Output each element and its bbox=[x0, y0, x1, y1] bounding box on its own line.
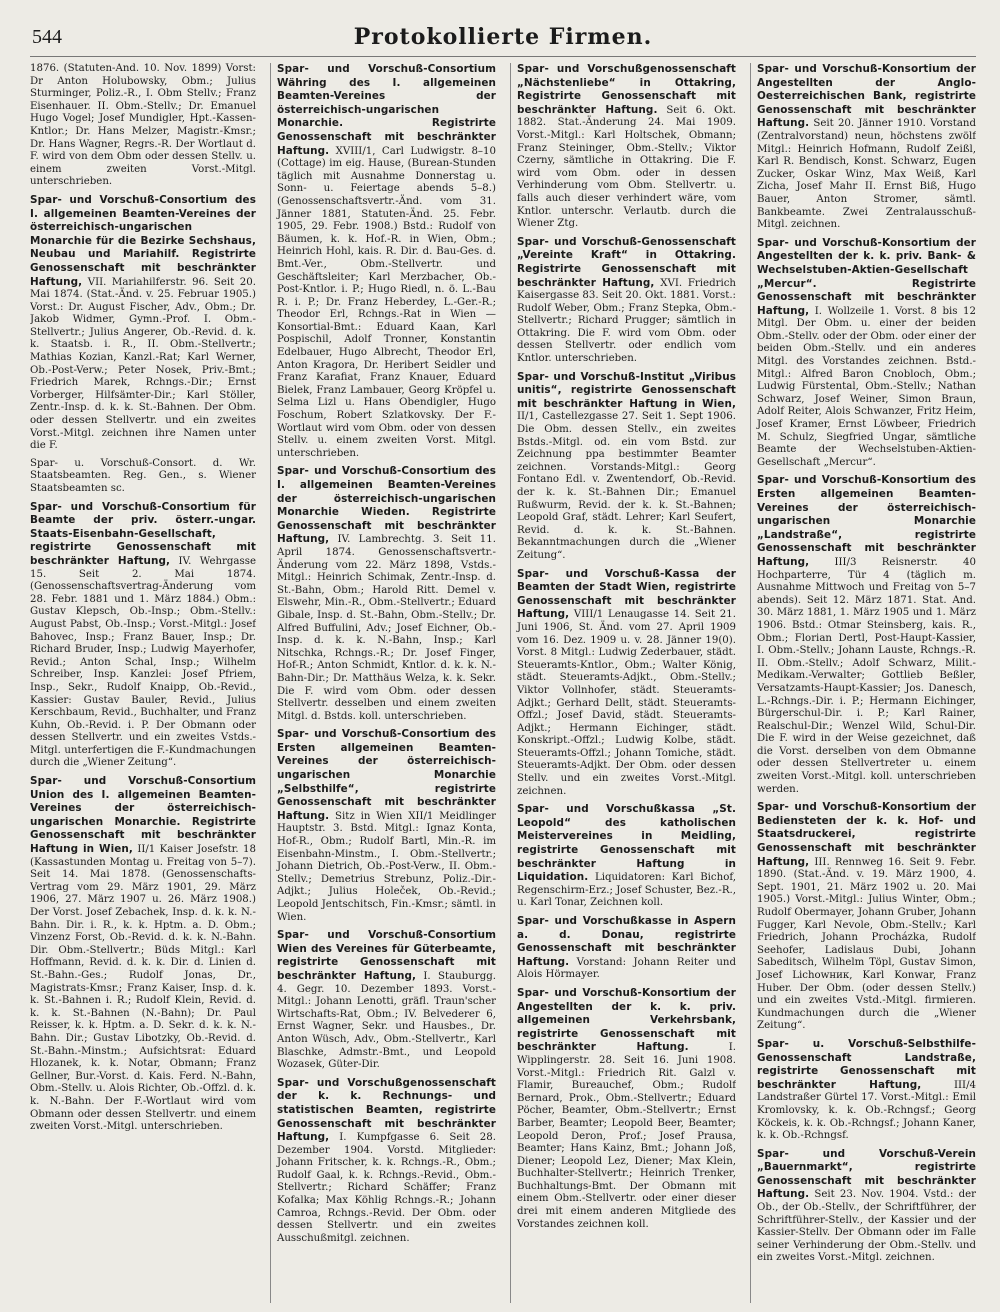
continued-entry-text: 1876. (Statuten-Änd. 10. Nov. 1899) Vorst: Dr Anton Holubowsky, Obm.; Julius Sturminger, Poliz.-R., I. Obm Stellv.; Franz Eisenhauer. II. Obm.-Stellv.; Dr. Emanuel Hugo Vogel; Josef Mundigler, Hpt.-Kassen-Kntlor.; Dr. Hans Melzer, Magistr.-Kmsr.; Dr. Hans Wagner, Regrs.-R. Der Wortlaut d. F. wird von dem Obm oder dessen Stellv. u. einem zweiten Vorst.-Mitgl. unterschrieben. bbox=[30, 63, 256, 188]
firm-entry bbox=[757, 63, 976, 232]
column-3 bbox=[510, 63, 736, 1303]
firm-name: Spar- und Vorschußgenossenschaft der k. k. Rechnungs- und statistischen Beamten, registrirte Genossenschaft mit beschränkter Haftung, bbox=[277, 1076, 496, 1144]
firm-details: IV. Lambrechtg. 3. Seit 11. April 1874. Genossenschaftsvertr.-Änderung vom 22. März 1898, Vstds.-Mitgl.: Heinrich Schimak, Zentr.-Insp. d. St.-Bahn, Obm.; Harold Ritt. Demel v. Elswehr, Min.-R., Obm.-Stellvertr.; Eduard Gibale, Insp. d. St.-Bahn, Obm.-Stellv.; Dr. Alfred Buffulini, Adv.; Josef Eichner, Ob.-Insp. d. k. k. N.-Bahn, Insp.; Karl Nitschka, Rchngs.-R.; Dr. Josef Finger, Hof-R.; Anton Schmidt, Kntlor. d. k. k. N.-Bahn-Dir.; Dr. Matthäus Welza, k. k. Sekr. Die F. wird vom Obm. oder dessen Stellvertr. desselben und einem zweiten Mitgl. d. Bstds. koll. unterschrieben. bbox=[277, 534, 496, 722]
firm-name: Spar- und Vorschußkassa „St. Leopold“ des katholischen Meistervereines in Meidling, registrirte Genossenschaft mit beschränkter Haftung in Liquidation. bbox=[517, 803, 736, 884]
running-title: Protokollierte Firmen. bbox=[353, 24, 653, 50]
firm-entry bbox=[517, 987, 736, 1231]
text-columns bbox=[30, 63, 976, 1303]
firm-entry bbox=[277, 63, 496, 460]
firm-name: Spar- und Vorschuß-Consortium Währing des I. allgemeinen Beamten-Vereines der österreichisch-ungarischen Monarchie. Registrirte Genossenschaft mit beschränkter Haftung. bbox=[277, 63, 496, 157]
firm-name: Spar- und Vorschuß-Verein „Bauernmarkt“, registrirte Genossenschaft mit beschränkter Haftung. bbox=[757, 1147, 976, 1201]
firm-entry bbox=[30, 194, 256, 453]
firm-details: II/1, Castellezgasse 27. Seit 1. Sept 1906. Die Obm. dessen Stellv., ein zweites Bstds.-Mitgl. od. ein vom Bstd. zur Zeichnung ppa bestimmter Beamter zeichnen. Vorstands-Mitgl.: Georg Fontano Edl. v. Zwentendorf, Ob.-Revid. der k. k. St.-Bahnen Dir.; Emanuel Rußwurm, Revid. der k. k. St.-Bahnen; Leopold Graf, städt. Lehrer; Karl Seufert, Revid. d. k. k. St.-Bahnen. Bekanntmachungen durch die „Wiener Zeitung“. bbox=[517, 411, 736, 561]
firm-details: Seit 23. Nov. 1904. Vstd.: der Ob., der Ob.-Stellv., der Schriftführer, der Schriftführer-Stellv., der Kassier und der Kassier-Stellv. Der Obmann oder im Falle seiner Verhinderung der Obm.-Stellv. und ein zweites Vorst.-Mitgl. zeichnen. bbox=[757, 1189, 976, 1264]
firm-details: I. Wipplingerstr. 28. Seit 16. Juni 1908. Vorst.-Mitgl.: Friedrich Rit. Galzl v. Flamir, Bureauchef, Obm.; Rudolf Bernard, Prok., Obm.-Stellvertr.; Eduard Pöcher, Beamter, Obm.-Stellvertr.; Ernst Barber, Beamter; Leopold Beer, Beamter; Leopold Deron, Prof.; Josef Prausa, Beamter; Hans Kainz, Bmt.; Johann Joß, Diener; Leopold Lez, Diener; Max Klein, Buchhalter-Stellvertr.; Heinrich Trenker, Buchhaltungs-Bmt. Der Obmann mit einem Obm.-Stellvertr. oder einer dieser drei mit einem anderen Mitgliede des Vorstandes zeichnen koll. bbox=[517, 1042, 736, 1230]
firm-entry bbox=[757, 1148, 976, 1265]
firm-entry bbox=[30, 775, 256, 1134]
page-header bbox=[30, 22, 976, 57]
firm-name: Spar- u. Vorschuß-Selbsthilfe-Genossenschaft Landstraße, registrirte Genossenschaft mit beschränkter Haftung, bbox=[757, 1037, 976, 1091]
firm-entry bbox=[30, 458, 256, 496]
firm-name: Spar- und Vorschuß-Konsortium des Ersten allgemeinen Beamten-Vereines der österreichisch-ungarischen Monarchie „Landstraße“, registrirte Genossenschaft mit beschränkter Haftung, bbox=[757, 474, 976, 568]
firm-name: Spar- und Vorschuß-Konsortium der Angestellten der k. k. priv. allgemeinen Verkehrsbank, registrirte Genossenschaft mit beschränkter Haftung. bbox=[517, 986, 736, 1054]
firm-name: Spar- und Vorschuß-Konsortium der Angestellten der Anglo-Oesterreichischen Bank, registrirte Genossenschaft mit beschränkter Haftung. bbox=[757, 63, 976, 130]
firm-details: I. Wollzeile 1. Vorst. 8 bis 12 Mitgl. Der Obm. u. einer der beiden Obm.-Stellv. oder der Obm. oder einer der beiden Obm.-Stellv. und ein anderes Mitgl. des Vorstandes zeichnen. Bstd.-Mitgl.: Alfred Baron Cnobloch, Obm.; Ludwig Fürstental, Obm.-Stellv.; Nathan Schwarz, Josef Weiner, Simon Braun, Adolf Reiter, Alois Schwanzer, Fritz Heim, Josef Kramer, Ernst Löwbeer, Friedrich M. Schulz, Siegfried Ungar, sämtliche Beamte der Wechselstuben-Aktien-Gesellschaft „Mercur“. bbox=[757, 305, 976, 468]
firm-details: III/4 Landstraßer Gürtel 17. Vorst.-Mitgl.: Emil Kromlovsky, k. k. Ob.-Rchngsf.; Georg Köckeis, k. k. Ob.-Rchngsf.; Johann Kaner, k. k. Ob.-Rchngsf. bbox=[757, 1079, 976, 1142]
firm-entry bbox=[517, 371, 736, 563]
firm-entry bbox=[757, 237, 976, 470]
firm-details: IV. Wehrgasse 15. Seit 2. Mai 1874. (Genossenschaftsvertrag-Änderung vom 28. Febr. 1881 und 1. März 1884.) Obm.: Gustav Klepsch, Ob.-Insp.; Obm.-Stellv.: August Pabst, Ob.-Insp.; Vorst.-Mitgl.: Josef Bahovec, Insp.; Franz Bauer, Insp.; Dr. Richard Bruder, Insp.; Ludwig Mayerhofer, Revid.; Anton Schal, Insp.; Wilhelm Schreiber, Insp. Kanzlei: Josef Pfriem, Insp., Sekr., Rudolf Knaipp, Ob.-Revid., Kassier: Gustav Bauler, Revid., Julius Kerschbaum, Revid., Buchhalter, und Franz Kuhn, Ob.-Revid. i. P. Der Obmann oder dessen Stellvertr. und ein zweites Vstds.-Mitgl. unterfertigen die F.-Kundmachungen durch die „Wiener Zeitung“. bbox=[30, 555, 256, 769]
firm-entry bbox=[517, 915, 736, 982]
firm-entry bbox=[517, 803, 736, 910]
firm-entry bbox=[517, 568, 736, 799]
column-4 bbox=[750, 63, 976, 1303]
firm-name: Spar- und Vorschuß-Consortium für Beamte der priv. österr.-ungar. Staats-Eisenbahn-Gesellschaft, registrirte Genossenschaft mit beschränkter Haftung, bbox=[30, 500, 256, 567]
firm-name: Spar- und Vorschußkasse in Aspern a. d. Donau, registrirte Genossenschaft mit beschränkter Haftung. bbox=[517, 915, 736, 968]
firm-name: Spar- und Vorschuß-Consortium Union des I. allgemeinen Beamten-Vereines der österreichisch-ungarischen Monarchie. Registrirte Genossenschaft mit beschränkter Haftung in Wien, bbox=[30, 775, 256, 856]
firm-entry bbox=[757, 474, 976, 796]
firm-details: Sitz in Wien XII/1 Meidlinger Hauptstr. 3. Bstd. Mitgl.: Ignaz Konta, Hof-R., Obm.; Rudolf Bartl, Min.-R. im Eisenbahn-Minstm., I. Obm.-Stellvertr.; Johann Dietrich, Ob.-Post-Verw., II. Obm.-Stellv.; Demetrius Strebunz, Poliz.-Dir.-Adjkt.; Julius Holeček, Ob.-Revid.; Leopold Jentschitsch, Fin.-Kmsr.; sämtl. in Wien. bbox=[277, 810, 496, 923]
firm-name: Spar- und Vorschuß-Kassa der Beamten der Stadt Wien, registrirte Genossenschaft mit beschränkter Haftung, bbox=[517, 567, 736, 621]
firm-details: VIII/1 Lenaugasse 14. Seit 21. Juni 1906, St. Änd. vom 27. April 1909 vom 16. Dez. 1909 u. v. 28. Jänner 19(0). Vorst. 8 Mitgl.: Ludwig Zederbauer, städt. Steueramts-Kntlor., Obm.; Walter König, städt. Steueramts-Adjkt., Obm.-Stellv.; Viktor Vollnhofer, städt. Steueramts-Adjkt.; Gerhard Dellt, städt. Steueramts-Offzl.; Josef David, städt. Steueramts-Adjkt.; Hermann Eichinger, städt. Konskript.-Offzl.; Ludwig Kolbe, städt. Steueramts-Offzl.; Johann Tomiche, städt. Steueramts-Adjkt. Der Obm. oder dessen Stellv. und ein zweites Vorst.-Mitgl. zeichnen. bbox=[517, 609, 736, 797]
firm-details: I. Stauburgg. 4. Gegr. 10. Dezember 1893. Vorst.-Mitgl.: Johann Lenotti, gräfl. Traun'scher Wirtschafts-Rat, Obm.; IV. Belvederег 6, Ernst Wagner, Sekr. und Hausbes., Dr. Anton Wüsch, Adv., Obm.-Stellvertr., Karl Blaschke, Admstr.-Bmt., und Leopold Wozasek, Güter-Dir. bbox=[277, 970, 496, 1071]
page-number: 544 bbox=[32, 26, 62, 48]
firm-entry bbox=[757, 1038, 976, 1143]
firm-details: Seit 20. Jänner 1910. Vorstand (Zentralvorstand) neun, höchstens zwölf Mitgl.: Heinrich Hofmann, Rudolf Zeißl, Karl R. Bendisch, Konst. Schwarz, Eugen Zucker, Oskar Winz, Max Weiß, Karl Zicha, Josef Mahr II. Ernst Biß, Hugo Bauer, Anton Stromer, sämtl. Bankbeamte. Zwei Zentralausschuß-Mitgl. zeichnen. bbox=[757, 118, 976, 231]
firm-details: Vorstand: Johann Reiter und Alois Hörmayer. bbox=[517, 956, 736, 981]
firm-entry bbox=[757, 801, 976, 1033]
firm-name: Spar- und Vorschußgenossenschaft „Nächstenliebe“ in Ottakring, Registrirte Genossenschaft mit beschränkter Haftung. bbox=[517, 63, 736, 116]
firm-name: Spar- und Vorschuß-Consortium Wien des Vereines für Güterbeamte, registrirte Genossenschaft mit beschränkter Haftung, bbox=[277, 929, 496, 982]
firm-details: Seit 6. Okt. 1882. Stat.-Änderung 24. Mai 1909. Vorst.-Mitgl.: Karl Holtschek, Obmann; Franz Steininger, Obm.-Stellv.; Viktor Czerny, sämtliche in Ottakring. Die F. wird vom Obm. oder in dessen Verhinderung vom Obm. Stellvertr. u. falls auch dieser verhindert wäre, vom Kntlor. unterschr. Verlautb. durch die Wiener Ztg. bbox=[517, 104, 736, 230]
firm-name: Spar- und Vorschuß-Consortium des I. allgemeinen Beamten-Vereines der österreichisch-ungarischen Monarchie Wieden. Registrirte Genossenschaft mit beschränkter Haftung, bbox=[277, 465, 496, 546]
firm-details: VII. Mariahilferstr. 96. Seit 20. Mai 1874. (Stat.-Änd. v. 25. Februar 1905.) Vorst.: Dr. August Fischer, Adv., Obm.; Dr. Jakob Widmer, Gymn.-Prof. I. Obm.-Stellvertr.; Julius Angerer, Ob.-Revid. d. k. k. Staatsb. i. R., II. Obm.-Stellvertr.; Mathias Kozian, Kanzl.-Rat; Karl Werner, Ob.-Post-Verw.; Peter Nosek, Priv.-Bmt.; Friedrich Marek, Rchngs.-Dir.; Ernst Vorberger, Hilfsämter-Dir.; Karl Stöller, Zentr.-Insp. d. k. k. St.-Bahnen. Der Obm. oder dessen Stellvertr. und ein zweites Vorst.-Mitgl. zeichnen ihre Namen unter die F. bbox=[30, 276, 256, 452]
firm-entry bbox=[277, 1077, 496, 1246]
firm-name: Spar- und Vorschuß-Consortium des Ersten allgemeinen Beamten-Vereines der österreichisch-ungarischen Monarchie „Selbsthilfe“, registrirte Genossenschaft mit beschränkter Haftung. bbox=[277, 728, 496, 822]
firm-name: Spar- und Vorschuß-Institut „Viribus unitis“, registrirte Genossenschaft mit beschränkter Haftung in Wien, bbox=[517, 370, 736, 410]
firm-entry bbox=[517, 236, 736, 366]
firm-name: Spar- und Vorschuß-Genossenschaft „Vereinte Kraft“ in Ottakring. Registrirte Genossenschaft mit beschränkter Haftung, bbox=[517, 235, 736, 289]
firm-details: XVI. Friedrich Kaisergasse 83. Seit 20. Okt. 1881. Vorst.: Rudolf Weber, Obm.; Franz Stepka, Obm.-Stellvertr.; Richard Prugger; sämtlich in Ottakring. Die F. wird vom Obm. oder dessen Stellvertr. oder endlich vom Kntlor. unterschrieben. bbox=[517, 277, 736, 365]
firm-entry bbox=[277, 728, 496, 924]
firm-entry bbox=[30, 501, 256, 770]
firm-details: III/3 Reisnerstr. 40 Hochparterre, Tür 4 (täglich m. Ausnahme Mittwoch und Freitag von 5–7 abends). Seit 12. März 1871. Stat. And. 30. März 1881, 1. März 1905 und 1. März 1906. Bstd.: Otmar Steinsberg, kais. R., Obm.; Florian Dertl, Post-Haupt-Kassier, I. Obm.-Stellv.; Johann Lauste, Rchngs.-R. II. Obm.-Stellv.; Adolf Schwarz, Milit.-Medikam.-Verwalter; Gottlieb Beßler, Versatzamts-Haupt-Kassier; Jos. Danesch, L.-Rchngs.-Dir. i. P.; Hermann Eichinger, Bürgerschul-Dir. i. P.; Karl Rainer, Realschul-Dir.; Wenzel Wild, Schul-Dir. Die F. wird in der Weise gezeichnet, daß die Vorst. derselben von dem Obmanne oder dessen Stellvertreter u. einem zweiten Vorst.-Mitgl. koll. unterschrieben werden. bbox=[757, 556, 976, 795]
column-2 bbox=[270, 63, 496, 1303]
firm-details: I. Kumpfgasse 6. Seit 28. Dezember 1904. Vorstd. Mitglieder: Johann Fritscher, k. k. Rchngs.-R., Obm.; Rudolf Gaal, k. k. Rchngs.-Revid., Obm.-Stellvertr.; Richard Schäffer; Franz Kofalka; Max Köhlig Rchngs.-R.; Johann Camroa, Rchngs.-Revid. Der Obm. oder dessen Stellvertr. und ein zweites Ausschußmitgl. zeichnen. bbox=[277, 1132, 496, 1244]
firm-details: III. Rennweg 16. Seit 9. Febr. 1890. (Stat.-Änd. v. 19. März 1900, 4. Sept. 1901, 21. März 1902 u. 20. Mai 1905.) Vorst.-Mitgl.: Julius Winter, Obm.; Rudolf Obermayer, Johann Gruber, Johann Fugger, Karl Nevole, Obm.-Stellv.; Karl Friedrich, Johann Procházka, Rudolf Seehofer, Ladislaus Dubi, Johann Sabeditsch, Wilhelm Töpl, Gustav Simon, Josef Lichowник, Karl Konwar, Franz Huber. Der Obm. (oder dessen Stellv.) und ein zweites Vstd.-Mitgl. firmieren. Kundmachungen durch die „Wiener Zeitung“. bbox=[757, 856, 976, 1032]
firm-details: Spar- u. Vorschuß-Consort. d. Wr. Staatsbeamten. Reg. Gen., s. Wiener Staatsbeamten sc. bbox=[30, 457, 256, 494]
firm-name: Spar- und Vorschuß-Consortium des I. allgemeinen Beamten-Vereines der österreichisch-ungarischen Monarchie für die Bezirke Sechshaus, Neubau und Mariahilf. Registrirte Genossenschaft mit beschränkter Haftung, bbox=[30, 193, 256, 288]
firm-details: Liquidatoren: Karl Bichof, Regenschirm-Erz.; Josef Schuster, Bez.-R., u. Karl Tonar, Zeichnen koll. bbox=[517, 872, 736, 909]
firm-entry bbox=[277, 929, 496, 1072]
firm-entry bbox=[517, 63, 736, 231]
firm-details: II/1 Kaiser Josefstr. 18 (Kassastunden Montag u. Freitag von 5–7). Seit 14. Mai 1878. (Genossenschafts-Vertrag vom 29. März 1901, 29. März 1906, 27. März 1907 u. 26. März 1908.) Der Vorst. Josef Zebachek, Insp. d. k. k. N.-Bahn. Dir. i. R., k. k. Hptm. a. D. Obm.; Vinzenz Forst, Ob.-Revid. d. k. k. N.-Bahn. Dir. Obm.-Stellvertr.; Büds Mitgl.: Karl Hoffmann, Revid. d. k. k. Dir. d. Linien d. St.-Bahn.-Ges.; Rudolf Jonas, Dr., Magistrats-Kmsr.; Franz Kaiser, Insp. d. k. k. St.-Bahnen i. R.; Rudolf Klein, Revid. d. k. k. St.-Bahnen (N.-Bahn); Dr. Paul Reisser, k. k. Hptm. a. D. Sekr. d. k. k. N.-Bahn. Dir.; Gustav Libotzky, Ob.-Revid. d. St.-Bahn.-Minstm.; Aufsichtsrat: Eduard Hlozanek, k. k. Notar, Obmann; Franz Gellner, Bur.-Vorst. d. Kais. Ferd. N.-Bahn, Obm.-Stellv. u. Alois Richter, Ob.-Offzl. d. k. k. N.-Bahn. Der F.-Wortlaut wird vom Obmann oder dessen Stellvertr. und einem zweiten Vorst.-Mitgl. unterschrieben. bbox=[30, 844, 256, 1133]
firm-name: Spar- und Vorschuß-Konsortium der Bediensteten der k. k. Hof- und Staatsdruckerei, registrirte Genossenschaft mit beschränkter Haftung, bbox=[757, 801, 976, 868]
firm-details: XVIII/1, Carl Ludwigstr. 8–10 (Cottage) im eig. Hause, (Burean-Stunden täglich mit Ausnahme Donnerstag u. Sonn- u. Feiertage abends 5–8.) (Genossenschaftsvertr.-Änd. vom 31. Jänner 1881, Statuten-Änd. 25. Febr. 1905, 29. Febr. 1908.) Bstd.: Rudolf von Bäumen, k. k. Hof.-R. in Wien, Obm.; Heinrich Hohl, kais. R. Dir. d. Bau-Ges. d. Bmt.-Ver., Obm.-Stellvertr. und Geschäftsleiter; Karl Merzbacher, Ob.-Post-Kntlor. i. P.; Hugo Riedl, n. ö. L.-Bau R. i. P.; Dr. Franz Heberdey, L.-Ger.-R.; Theodor Erl, Rchngs.-Rat in Wien — Konsortial-Bmt.: Eduard Kaan, Karl Pospischil, Adolf Tronner, Konstantin Edelbauer, Hugo Albrecht, Theodor Erl, Anton Kragora, Dr. Heribert Seidler und Franz Karafiat, Franz Knauer, Eduard Bielek, Franz Lambauer, Georg Kröpfel u. Selma Lizl u. Hans Obendigler, Hugo Foschum, Robert Szlatkovsky. Der F.-Wortlaut wird vom Obm. oder von dessen Stellv. u. einem zweiten Vorst. Mitgl. unterschrieben. bbox=[277, 145, 496, 459]
firm-entry bbox=[277, 465, 496, 723]
firm-name: Spar- und Vorschuß-Konsortium der Angestellten der k. k. priv. Bank- & Wechselstuben-Aktien-Gesellschaft „Mercur“. Registrirte Genossenschaft mit beschränkter Haftung, bbox=[757, 236, 976, 317]
column-1 bbox=[30, 63, 256, 1303]
